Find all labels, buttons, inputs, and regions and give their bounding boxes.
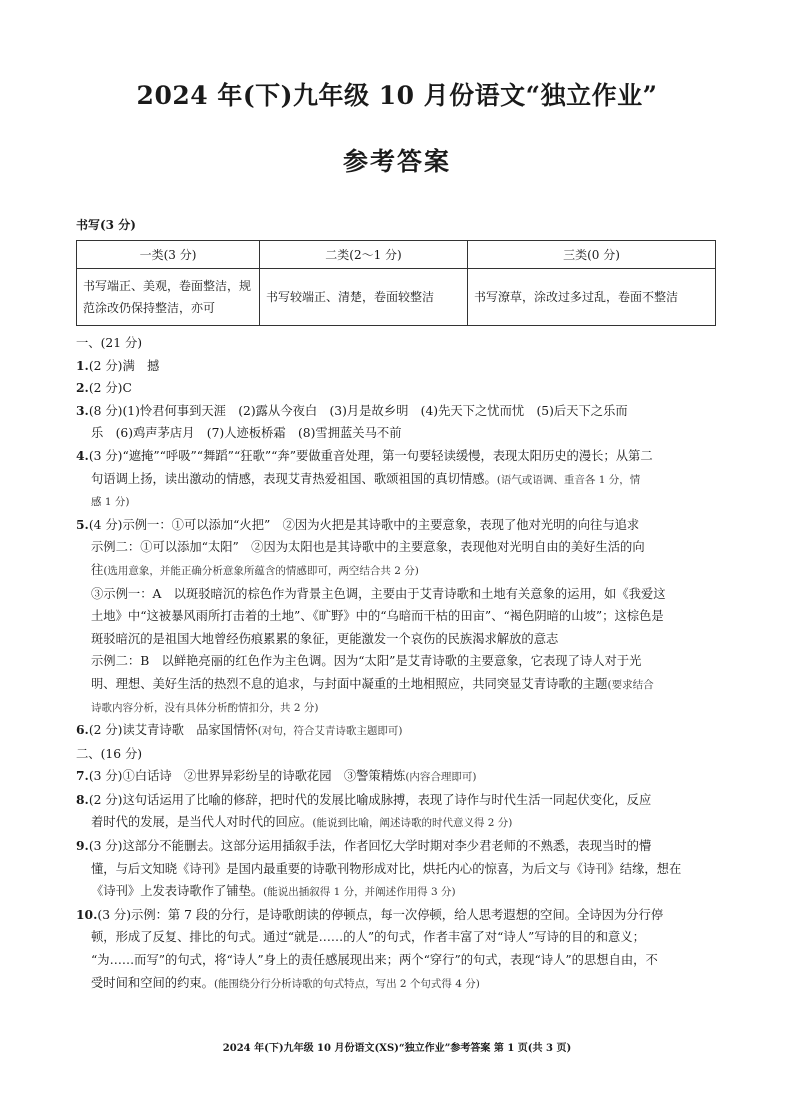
answer-text: (2 分)这句话运用了比喻的修辞，把时代的发展比喻成脉搏，表现了诗作与时代生活一同起伏变化，反应	[88, 792, 652, 807]
answer-text: (8 分)(1)怜君何事到天涯 (2)露从今夜白 (3)月是故乡明 (4)先天下之忧而忧 (5)后天下之乐而	[88, 403, 628, 418]
answer-text: 懂，与后文知晓《诗刊》是国内最重要的诗歌刊物形成对比，烘托内心的惊喜，为后文与《诗刊》结缘，想在	[91, 861, 682, 876]
question-6	[76, 719, 724, 743]
answer-text: (2 分)C	[88, 381, 132, 396]
answer-body	[76, 332, 724, 995]
answer-text: “为……而写”的句式，将“诗人”身上的责任感展现出来；两个“穿行”的句式，表现“诗人”的思想自由，不	[91, 953, 658, 968]
answer-text: 明、理想、美好生活的热烈不息的追求，与封面中凝重的土地相照应，共同突显艾青诗歌的主题	[91, 676, 608, 691]
answer-text: 往	[91, 562, 104, 577]
answer-text: 着时代的发展，是当代人对时代的回应。	[91, 815, 313, 830]
grading-note: (选用意象，并能正确分析意象所蕴含的情感即可，两空结合共 2 分)	[103, 564, 419, 577]
table-cell: 书写潦草，涂改过多过乱，卷面不整洁	[468, 269, 716, 326]
answer-text: 乐 (6)鸡声茅店月 (7)人迹板桥霜 (8)雪拥蓝关马不前	[91, 426, 402, 441]
answer-text: 顿，形成了反复、排比的句式。通过“就是……的人”的句式，作者丰富了对“诗人”写诗的目的和意义；	[91, 930, 645, 945]
table-header-cell: 三类(0 分)	[468, 241, 716, 269]
table-cell: 书写较端正、清楚，卷面较整洁	[260, 269, 468, 326]
grading-note: (要求结合	[607, 678, 654, 691]
answer-text: 受时间和空间的约束。	[91, 975, 214, 990]
page-title: 2024 年(下)九年级 10 月份语文“独立作业”	[136, 81, 658, 110]
grading-note: (能说出插叙得 1 分，并阐述作用得 3 分)	[263, 886, 456, 899]
question-number: 10.	[76, 906, 98, 922]
answer-text: (3 分)示例：第 7 段的分行，是诗歌朗读的停顿点，每一次停顿，给人思考遐想的空间。全诗因为分行停	[97, 907, 664, 922]
answer-text: (3 分)“遮掩”“呼吸”“舞蹈”“狂歌”“奔”要做重音处理，第一句要轻读缓慢，表现太阳历史的漫长；从第二	[88, 448, 653, 463]
question-3	[76, 400, 724, 445]
answer-text: ③示例一：A 以斑驳暗沉的棕色作为背景主色调，主要由于艾青诗歌和土地有关意象的运用，如《我爱这	[91, 586, 666, 601]
table-header-cell: 一类(3 分)	[77, 241, 260, 269]
answer-text: (2 分)读艾青诗歌 品家国情怀	[88, 723, 258, 738]
question-2	[76, 377, 724, 400]
grading-note: (能说到比喻，阐述诗歌的时代意义得 2 分)	[312, 817, 513, 830]
answer-text: 句语调上扬，读出激动的情感，表现艾青热爱祖国、歌颂祖国的真切情感。	[91, 471, 497, 486]
question-4	[76, 445, 724, 514]
question-number: 1.	[76, 357, 89, 373]
grading-note: 诗歌内容分析，没有具体分析酌情扣分，共 2 分)	[91, 701, 319, 714]
answer-text: (3 分)①白话诗 ②世界异彩纷呈的诗歌花园 ③警策精炼	[88, 769, 406, 784]
question-8	[76, 789, 724, 835]
question-number: 6.	[76, 722, 89, 738]
grading-note: (内容合理即可)	[405, 771, 477, 784]
grading-note: (对句，符合艾青诗歌主题即可)	[257, 725, 403, 738]
section-heading: 一、(21 分)	[76, 336, 143, 350]
table-header-row	[77, 241, 716, 269]
writing-grade-table	[76, 240, 716, 326]
page-footer: 2024 年(下)九年级 10 月份语文(XS)“独立作业”参考答案 第 1 页(共 3 页)	[222, 1043, 572, 1054]
question-number: 3.	[76, 402, 89, 418]
question-number: 2.	[76, 380, 89, 396]
question-number: 7.	[76, 768, 89, 784]
table-row	[77, 269, 716, 326]
answer-text: (2 分)满 撼	[88, 358, 160, 373]
grading-note: (语气或语调、重音各 1 分，情	[496, 473, 641, 486]
answer-text: 斑驳暗沉的是祖国大地曾经伤痕累累的象征，更能激发一个哀伤的民族渴求解放的意志	[91, 631, 559, 646]
section-heading: 二、(16 分)	[76, 746, 143, 761]
answer-text: 土地》中“这被暴风雨所打击着的土地”、《旷野》中的“乌暗而干枯的田亩”、“褐色阴暗的山坡”；这棕色是	[91, 609, 664, 624]
grading-note: 感 1 分)	[91, 496, 130, 509]
grading-note: (能围绕分行分析诗歌的句式特点，写出 2 个句式得 4 分)	[213, 977, 480, 990]
question-number: 8.	[76, 791, 89, 807]
question-number: 9.	[76, 838, 89, 854]
page-subtitle: 参考答案	[342, 147, 451, 176]
question-5	[76, 514, 724, 719]
answer-text: 示例二：①可以添加“太阳” ②因为太阳也是其诗歌中的主要意象，表现他对光明自由的美好生活的向	[91, 540, 645, 555]
answer-text: (3 分)这部分不能删去。这部分运用插叙手法，作者回忆大学时期对李少君老师的不熟悉，表现当时的懵	[88, 839, 652, 854]
question-1	[76, 355, 724, 378]
table-header-cell: 二类(2～1 分)	[260, 241, 468, 269]
table-cell: 书写端正、美观，卷面整洁，规范涂改仍保持整洁，亦可	[77, 269, 260, 326]
answer-text: 《诗刊》上发表诗歌作了铺垫。	[91, 884, 264, 899]
question-number: 5.	[76, 516, 89, 532]
question-7	[76, 765, 724, 789]
question-10	[76, 904, 724, 995]
question-9	[76, 835, 724, 904]
question-number: 4.	[76, 447, 89, 463]
answer-text: (4 分)示例一：①可以添加“火把” ②因为火把是其诗歌中的主要意象，表现了他对光明的向往与追求	[88, 517, 640, 532]
answer-text: 示例二：B 以鲜艳亮丽的红色作为主色调。因为“太阳”是艾青诗歌的主要意象，它表现了诗人对于光	[91, 654, 642, 669]
writing-section-label: 书写(3 分)	[76, 218, 136, 232]
